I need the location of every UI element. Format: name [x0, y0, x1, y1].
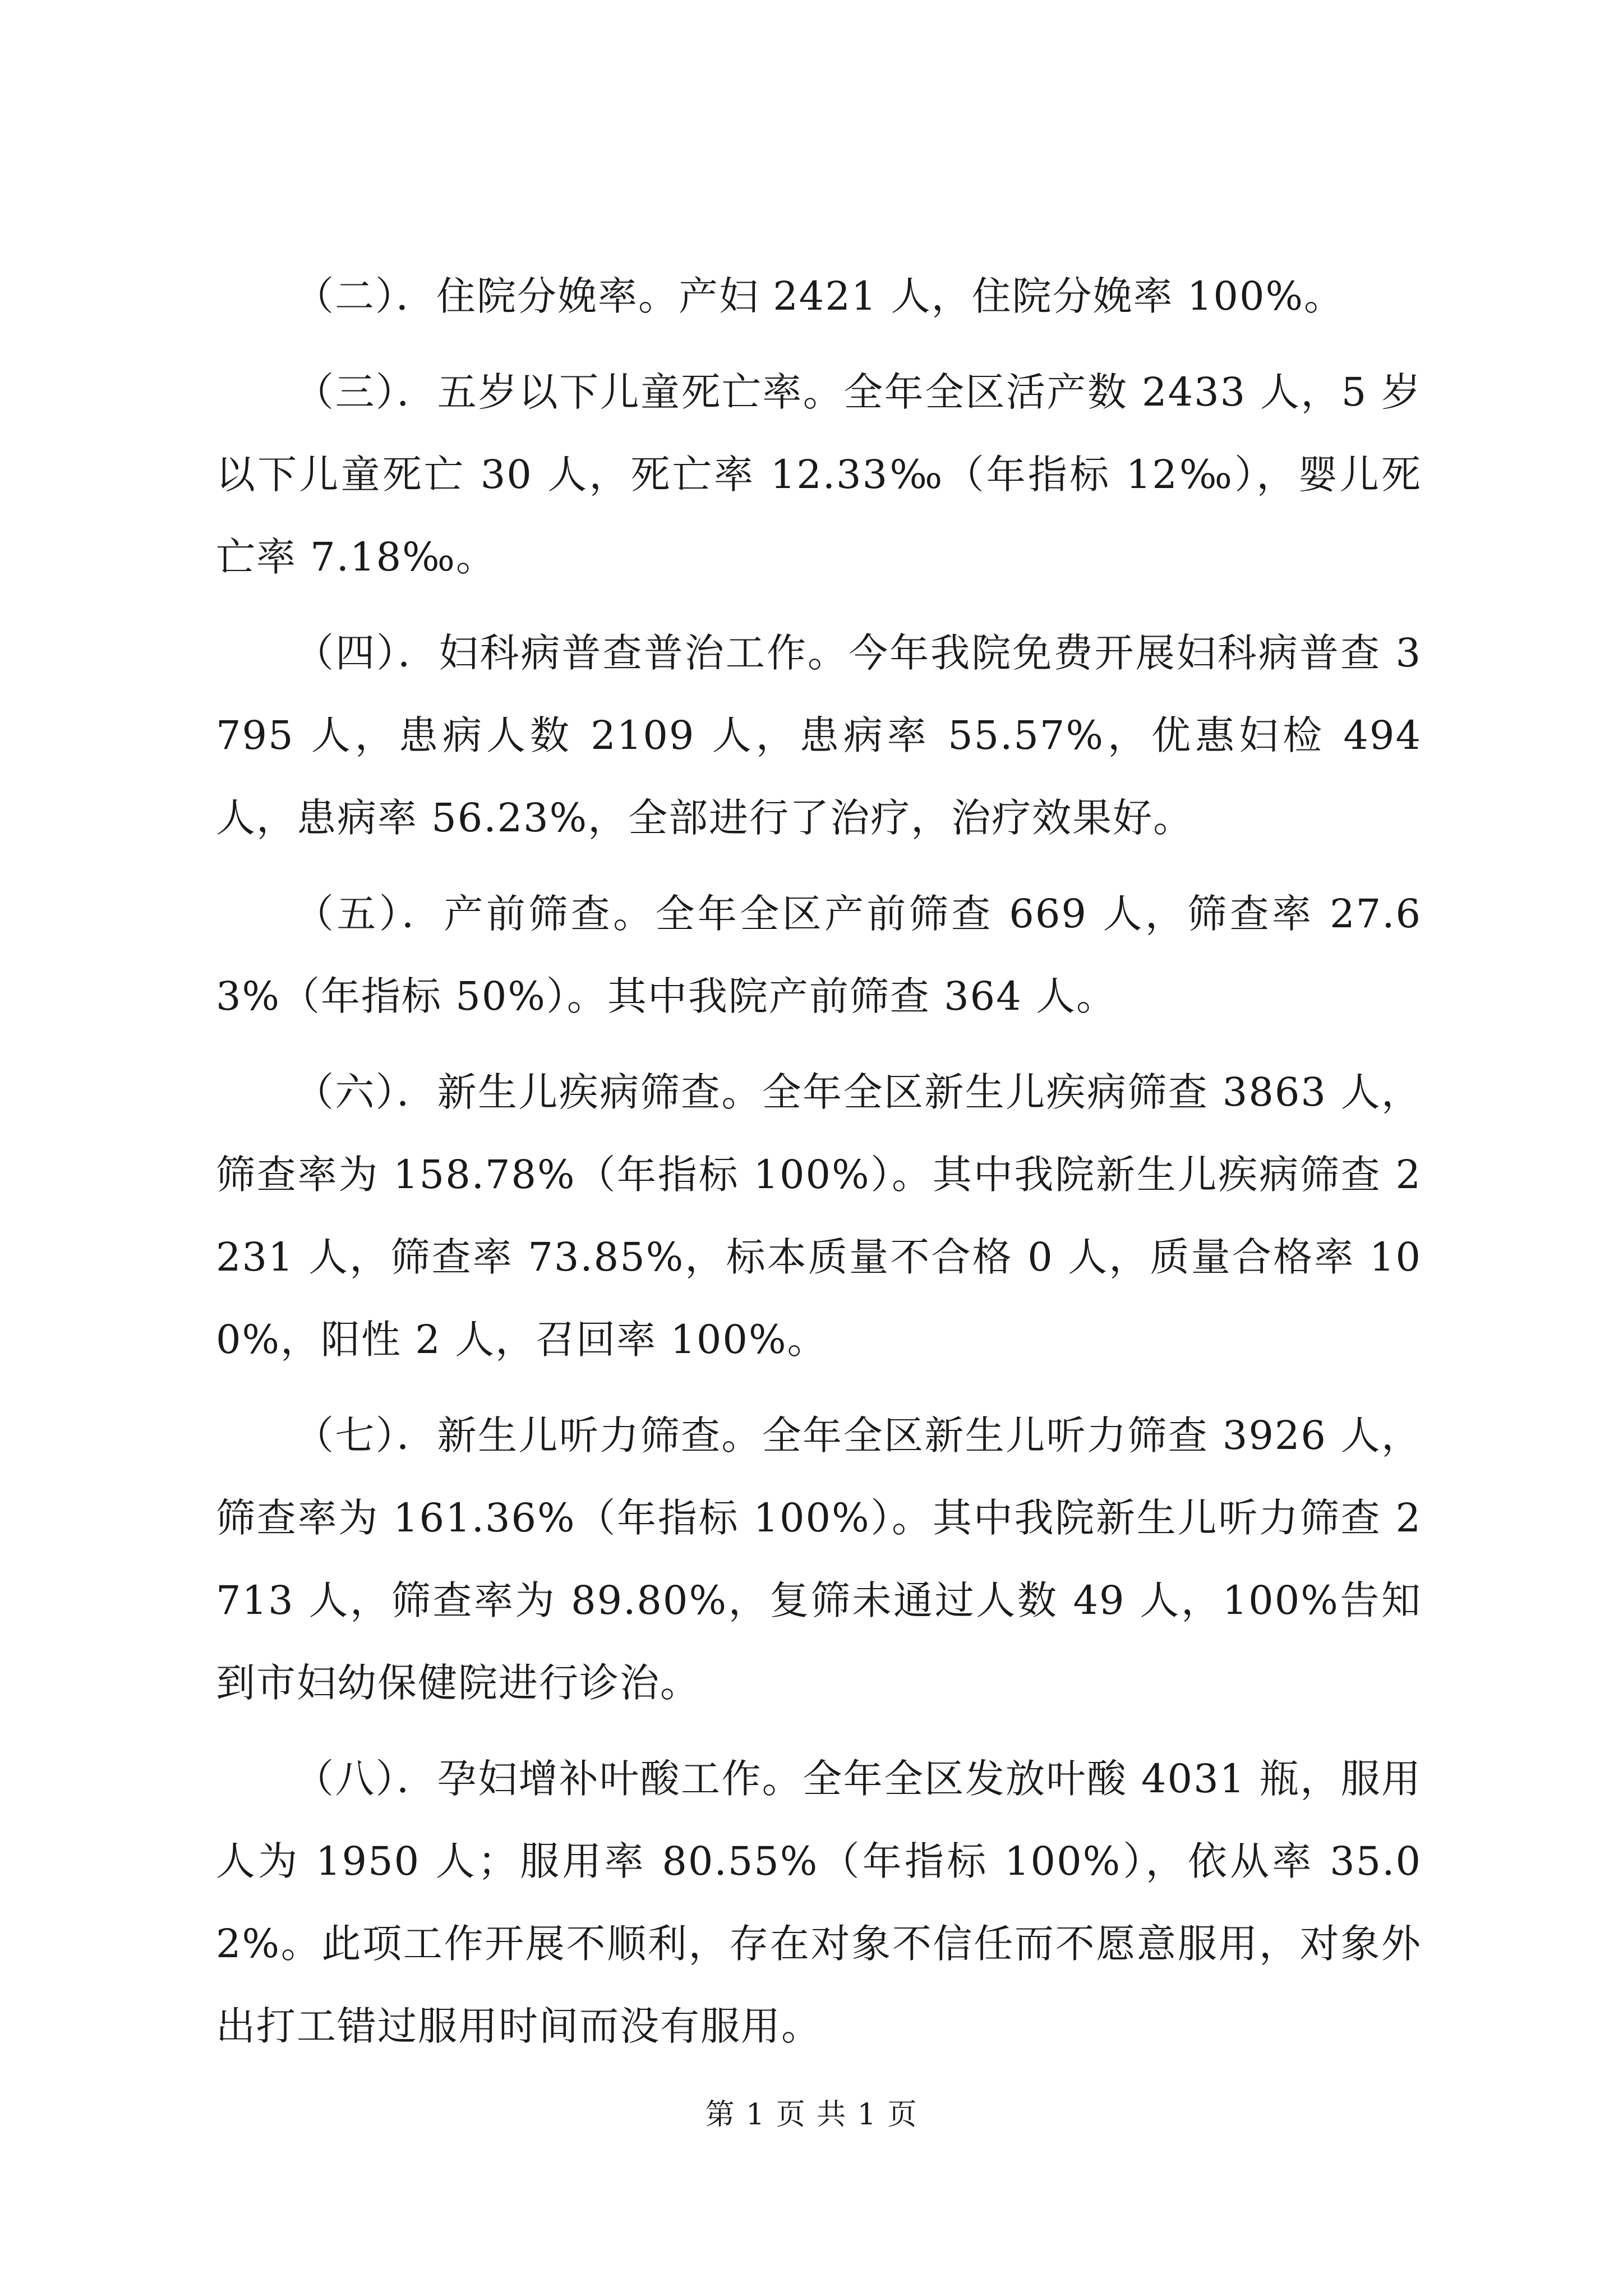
page-footer: 第 1 页 共 1 页 [705, 2098, 918, 2132]
paragraph-prenatal-screening: （五）．产前筛查。全年全区产前筛查 669 人，筛查率 27.63%（年指标 50%）。其中我院产前筛查 364 人。 [216, 891, 1422, 1019]
paragraph-newborn-hearing-screening: （七）．新生儿听力筛查。全年全区新生儿听力筛查 3926 人，筛查率为 161.36%（年指标 100%）。其中我院新生儿听力筛查 2713 人，筛查率为 89.80%，复筛未通过人数 49 人，100%告知到市妇幼保健院进行诊治。 [216, 1412, 1422, 1706]
paragraph-newborn-disease-screening: （六）．新生儿疾病筛查。全年全区新生儿疾病筛查 3863 人，筛查率为 158.78%（年指标 100%）。其中我院新生儿疾病筛查 2231 人，筛查率 73.85%，标本质量不合格 0 人，质量合格率 100%，阳性 2 人，召回率 100%。 [216, 1069, 1422, 1363]
paragraph-gynecology-screening: （四）．妇科病普查普治工作。今年我院免费开展妇科病普查 3795 人，患病人数 2109 人，患病率 55.57%，优惠妇检 494 人，患病率 56.23%，全部进行了治疗，治疗效果好。 [216, 630, 1422, 841]
paragraph-folic-acid: （八）．孕妇增补叶酸工作。全年全区发放叶酸 4031 瓶，服用人为 1950 人；服用率 80.55%（年指标 100%），依从率 35.02%。此项工作开展不顺利，存在对象不信任而不愿意服用，对象外出打工错过服用时间而没有服用。 [216, 1756, 1422, 2049]
paragraph-hospital-delivery-rate: （二）．住院分娩率。产妇 2421 人，住院分娩率 100%。 [294, 273, 1345, 319]
paragraph-child-mortality: （三）．五岁以下儿童死亡率。全年全区活产数 2433 人，5 岁以下儿童死亡 30 人，死亡率 12.33‰（年指标 12‰），婴儿死亡率 7.18‰。 [216, 369, 1422, 580]
document-body [216, 255, 1422, 2081]
